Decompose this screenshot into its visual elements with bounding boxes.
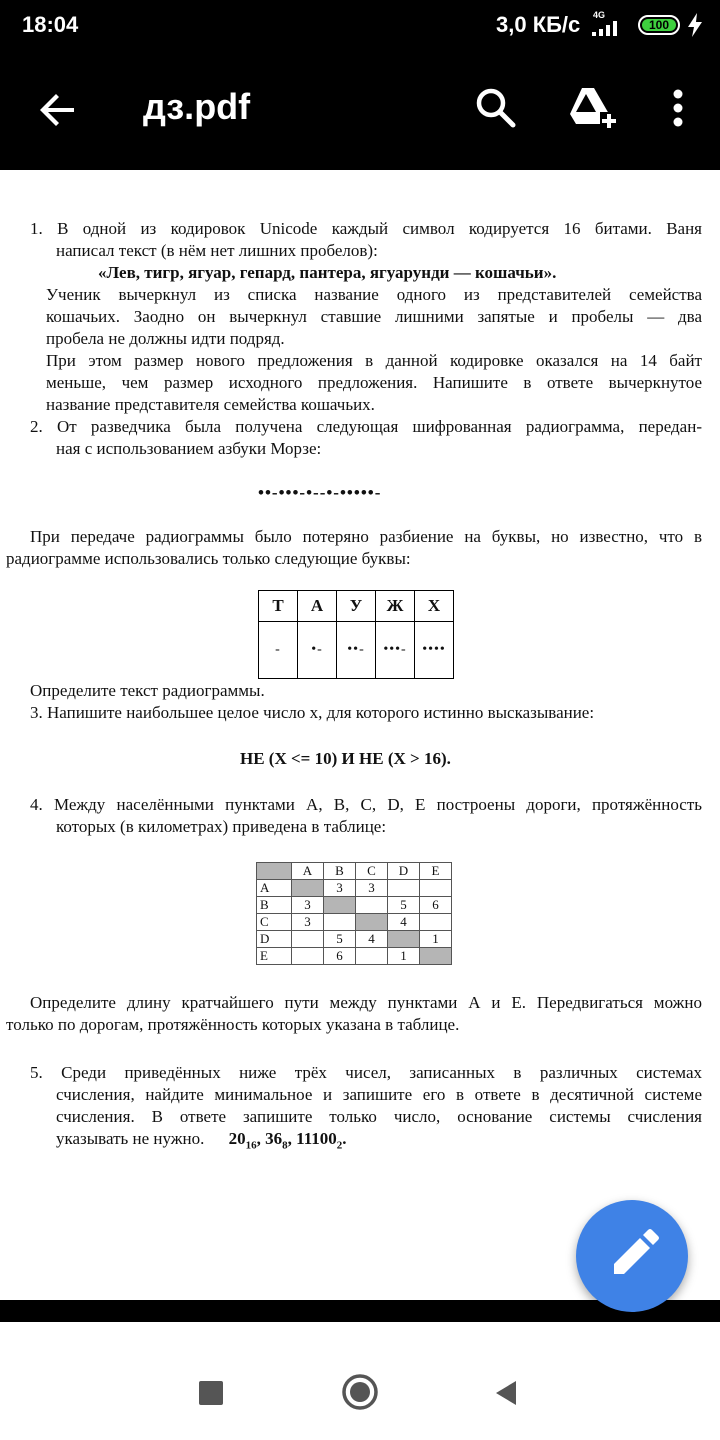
dist-cell bbox=[324, 914, 356, 931]
morse-code-cell: •- bbox=[298, 622, 337, 679]
base-1: 16 bbox=[245, 1139, 257, 1152]
base-3: 2 bbox=[336, 1139, 343, 1152]
q1-line-1: 1. В одной из кодировок Unicode каждый символ кодируется 16 битами. Ваня bbox=[30, 219, 702, 238]
network-type: 4G bbox=[593, 10, 606, 20]
dist-cell bbox=[356, 897, 388, 914]
q5-line-2: счисления, найдите минимальное и запишите его в ответе в десятичной системе bbox=[56, 1085, 702, 1104]
dist-row-label: E bbox=[257, 948, 292, 965]
q1-line-7: При этом размер нового предложения в данной кодировке оказался на 14 байт bbox=[46, 351, 702, 370]
dist-cell: 3 bbox=[292, 914, 324, 931]
dist-cell: 3 bbox=[292, 897, 324, 914]
dist-cell: 5 bbox=[324, 931, 356, 948]
q1-line-6: пробела не должны идти подряд. bbox=[46, 329, 285, 348]
q1-line-4: Ученик вычеркнул из списка название одного из представителей семейства bbox=[46, 285, 702, 304]
drive-add-icon[interactable] bbox=[562, 80, 618, 136]
q2-line-5: Определите текст радиограммы. bbox=[30, 681, 265, 700]
q2-line-3: При передаче радиограммы было потеряно разбиение на буквы, но известно, что в bbox=[30, 527, 702, 546]
morse-code-cell: ••- bbox=[337, 622, 376, 679]
square-icon[interactable] bbox=[196, 1378, 226, 1408]
status-bar bbox=[0, 0, 720, 52]
dist-header: A bbox=[292, 863, 324, 880]
dist-header bbox=[257, 863, 292, 880]
dist-cell bbox=[420, 948, 452, 965]
dist-cell bbox=[324, 897, 356, 914]
q1-line-8: меньше, чем размер исходного предложения. Напишите в ответе вычеркнутое bbox=[46, 373, 702, 392]
morse-code-cell: - bbox=[259, 622, 298, 679]
morse-header: Х bbox=[415, 591, 454, 622]
document-title: дз.pdf bbox=[143, 86, 251, 127]
arrow-left-icon[interactable] bbox=[30, 82, 86, 138]
q1-line-5: кошачьих. Заодно он вычеркнул ставшие лишними запятые и пробелы — два bbox=[46, 307, 702, 326]
morse-code-cell: •••- bbox=[376, 622, 415, 679]
q4-line-4: только по дорогам, протяжённость которых указана в таблице. bbox=[6, 1015, 460, 1034]
pdf-page[interactable] bbox=[0, 170, 720, 1300]
dist-header: C bbox=[356, 863, 388, 880]
dist-cell bbox=[420, 914, 452, 931]
dist-cell bbox=[292, 948, 324, 965]
dist-cell bbox=[420, 880, 452, 897]
dist-cell: 5 bbox=[388, 897, 420, 914]
charging-icon bbox=[686, 12, 704, 38]
battery-icon bbox=[638, 15, 680, 35]
number-1: 20 bbox=[228, 1129, 246, 1148]
network-speed: 3,0 КБ/с bbox=[496, 12, 581, 37]
dist-header: D bbox=[388, 863, 420, 880]
dist-cell bbox=[356, 914, 388, 931]
q1-line-2: написал текст (в нём нет лишних пробелов): bbox=[56, 241, 378, 260]
dist-row-label: B bbox=[257, 897, 292, 914]
dist-cell: 6 bbox=[324, 948, 356, 965]
q3-expression: НЕ (X <= 10) И НЕ (X > 16). bbox=[240, 749, 451, 768]
q4-line-1: 4. Между населёнными пунктами A, B, C, D, E построены дороги, протяжённость bbox=[30, 795, 702, 814]
dist-cell: 6 bbox=[420, 897, 452, 914]
dist-cell bbox=[292, 880, 324, 897]
morse-code: ••-•••-•--•-•••••- bbox=[258, 483, 382, 502]
distance-table bbox=[256, 862, 452, 965]
more-vert-icon[interactable] bbox=[658, 80, 698, 136]
dist-cell: 4 bbox=[356, 931, 388, 948]
q5-line-4 bbox=[56, 1128, 347, 1156]
q5-line-4-text: указывать не нужно. bbox=[56, 1129, 205, 1148]
q5-numbers: $20_{16}$, $36_8$, $11100_2$. bbox=[228, 1129, 347, 1152]
dist-cell: 3 bbox=[356, 880, 388, 897]
number-2: 36 bbox=[265, 1129, 283, 1148]
battery-level: 100 bbox=[642, 19, 676, 31]
dist-row-label: A bbox=[257, 880, 292, 897]
q2-line-4: радиограмме использовались только следующие буквы: bbox=[6, 549, 411, 568]
morse-table bbox=[258, 590, 454, 679]
triangle-back-icon[interactable] bbox=[492, 1378, 522, 1408]
pencil-icon bbox=[576, 1200, 688, 1312]
base-2: 8 bbox=[282, 1139, 288, 1152]
q1-line-9: название представителя семейства кошачьих. bbox=[46, 395, 375, 414]
q2-line-1: 2. От разведчика была получена следующая шифрованная радиограмма, передан- bbox=[30, 417, 702, 436]
dist-cell: 3 bbox=[324, 880, 356, 897]
circle-icon[interactable] bbox=[340, 1372, 380, 1412]
q3-line-1: 3. Напишите наибольшее целое число x, для которого истинно высказывание: bbox=[30, 703, 595, 722]
dist-cell bbox=[388, 880, 420, 897]
system-nav-bar bbox=[0, 1322, 720, 1440]
morse-header: Т bbox=[259, 591, 298, 622]
q4-line-2: которых (в километрах) приведена в таблице: bbox=[56, 817, 387, 836]
q1-quote: «Лев, тигр, ягуар, гепард, пантера, ягуарунди — кошачьи». bbox=[98, 263, 557, 282]
morse-header: Ж bbox=[376, 591, 415, 622]
dist-header: B bbox=[324, 863, 356, 880]
q5-line-3: счисления. В ответе запишите только число, основание системы счисления bbox=[56, 1107, 702, 1126]
dist-row-label: C bbox=[257, 914, 292, 931]
q4-line-3: Определите длину кратчайшего пути между пунктами А и Е. Передвигаться можно bbox=[30, 993, 702, 1012]
dist-cell: 4 bbox=[388, 914, 420, 931]
morse-header: А bbox=[298, 591, 337, 622]
q5-line-1: 5. Среди приведённых ниже трёх чисел, записанных в различных системах bbox=[30, 1063, 702, 1082]
status-time: 18:04 bbox=[22, 12, 79, 37]
app-toolbar bbox=[0, 52, 720, 170]
number-3: 11100 bbox=[296, 1129, 337, 1148]
q2-line-2: ная с использованием азбуки Морзе: bbox=[56, 439, 322, 458]
dist-cell bbox=[388, 931, 420, 948]
morse-header: У bbox=[337, 591, 376, 622]
dist-cell: 1 bbox=[388, 948, 420, 965]
signal-icon bbox=[590, 20, 626, 36]
dist-cell bbox=[356, 948, 388, 965]
dist-row-label: D bbox=[257, 931, 292, 948]
edit-fab[interactable] bbox=[576, 1200, 688, 1312]
morse-code-cell: •••• bbox=[415, 622, 454, 679]
dist-header: E bbox=[420, 863, 452, 880]
dist-cell: 1 bbox=[420, 931, 452, 948]
dist-cell bbox=[292, 931, 324, 948]
search-icon[interactable] bbox=[468, 80, 524, 136]
